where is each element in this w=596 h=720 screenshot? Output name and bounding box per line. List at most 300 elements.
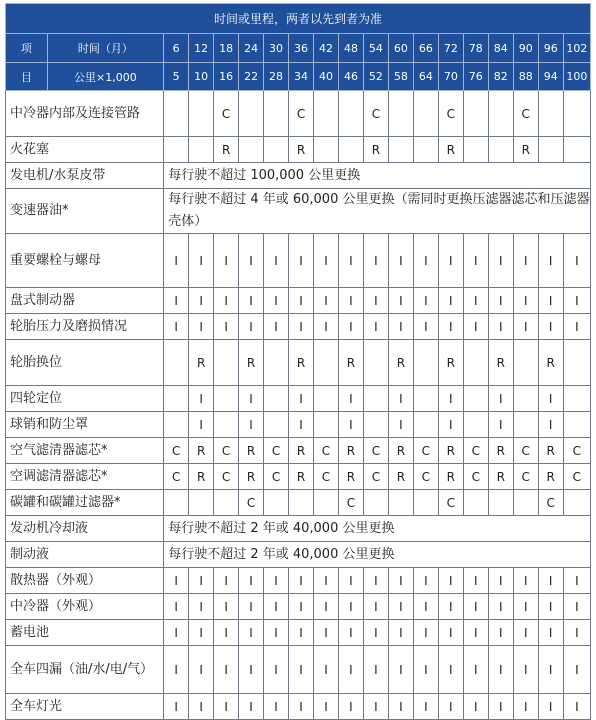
month-header: 48 bbox=[338, 34, 363, 63]
schedule-cell: R bbox=[513, 137, 538, 163]
schedule-cell: I bbox=[563, 288, 590, 314]
schedule-cell bbox=[314, 386, 339, 412]
schedule-cell: I bbox=[214, 568, 239, 594]
replacement-note: 每行驶不超过 4 年或 60,000 公里更换（需同时更换压滤器滤芯和压滤器壳体） bbox=[164, 189, 591, 234]
schedule-cell: I bbox=[438, 234, 463, 288]
schedule-cell: I bbox=[164, 594, 189, 620]
schedule-cell: I bbox=[314, 594, 339, 620]
item-name: 轮胎换位 bbox=[6, 340, 164, 386]
schedule-cell: C bbox=[463, 438, 488, 464]
mileage-header: 100 bbox=[563, 63, 590, 91]
schedule-cell: R bbox=[538, 340, 563, 386]
schedule-cell: C bbox=[264, 464, 289, 490]
schedule-cell bbox=[413, 412, 438, 438]
replacement-note: 每行驶不超过 2 年或 40,000 公里更换 bbox=[164, 516, 591, 542]
schedule-cell: I bbox=[388, 314, 413, 340]
schedule-cell: I bbox=[513, 694, 538, 720]
mileage-header: 70 bbox=[438, 63, 463, 91]
schedule-cell: I bbox=[338, 694, 363, 720]
schedule-cell bbox=[563, 137, 590, 163]
mileage-label: 公里×1,000 bbox=[47, 63, 164, 91]
schedule-cell: R bbox=[289, 137, 314, 163]
table-row bbox=[6, 490, 591, 516]
schedule-cell: R bbox=[338, 464, 363, 490]
month-header: 6 bbox=[164, 34, 189, 63]
item-name: 盘式制动器 bbox=[6, 288, 164, 314]
schedule-cell: I bbox=[538, 568, 563, 594]
month-header: 60 bbox=[388, 34, 413, 63]
item-name: 四轮定位 bbox=[6, 386, 164, 412]
replacement-note: 每行驶不超过 2 年或 40,000 公里更换 bbox=[164, 542, 591, 568]
schedule-cell bbox=[488, 137, 513, 163]
schedule-cell: I bbox=[538, 694, 563, 720]
schedule-cell: I bbox=[488, 568, 513, 594]
table-row bbox=[6, 386, 591, 412]
schedule-cell: R bbox=[289, 340, 314, 386]
schedule-cell: R bbox=[388, 464, 413, 490]
schedule-cell: I bbox=[488, 694, 513, 720]
item-header-top: 项 bbox=[6, 34, 48, 63]
schedule-cell bbox=[338, 137, 363, 163]
schedule-cell: R bbox=[239, 438, 264, 464]
schedule-cell: I bbox=[214, 594, 239, 620]
schedule-cell: I bbox=[164, 646, 189, 694]
schedule-cell: R bbox=[438, 137, 463, 163]
schedule-cell: I bbox=[563, 234, 590, 288]
schedule-cell: I bbox=[189, 568, 214, 594]
schedule-cell: C bbox=[164, 438, 189, 464]
schedule-cell: I bbox=[289, 314, 314, 340]
schedule-cell: I bbox=[438, 646, 463, 694]
schedule-cell: C bbox=[363, 91, 388, 137]
schedule-cell: I bbox=[264, 646, 289, 694]
schedule-cell bbox=[413, 91, 438, 137]
schedule-cell: I bbox=[314, 694, 339, 720]
schedule-cell: I bbox=[214, 288, 239, 314]
schedule-cell bbox=[289, 490, 314, 516]
schedule-cell: I bbox=[363, 314, 388, 340]
month-header: 12 bbox=[189, 34, 214, 63]
schedule-cell: I bbox=[388, 694, 413, 720]
schedule-cell: I bbox=[538, 594, 563, 620]
schedule-cell: C bbox=[413, 438, 438, 464]
schedule-cell bbox=[264, 340, 289, 386]
schedule-cell: R bbox=[388, 340, 413, 386]
schedule-cell: I bbox=[363, 594, 388, 620]
schedule-cell: I bbox=[388, 568, 413, 594]
schedule-cell: I bbox=[413, 234, 438, 288]
schedule-cell: I bbox=[513, 646, 538, 694]
month-header: 72 bbox=[438, 34, 463, 63]
schedule-cell: I bbox=[239, 568, 264, 594]
schedule-cell: C bbox=[563, 438, 590, 464]
schedule-cell: I bbox=[239, 234, 264, 288]
table-row bbox=[6, 137, 591, 163]
table-row bbox=[6, 234, 591, 288]
schedule-cell bbox=[189, 137, 214, 163]
schedule-cell: I bbox=[513, 594, 538, 620]
schedule-cell: R bbox=[438, 340, 463, 386]
schedule-cell: I bbox=[563, 594, 590, 620]
schedule-cell: I bbox=[363, 694, 388, 720]
schedule-cell: I bbox=[164, 620, 189, 646]
schedule-cell: I bbox=[538, 412, 563, 438]
schedule-cell: I bbox=[264, 568, 289, 594]
schedule-cell: I bbox=[314, 234, 339, 288]
schedule-cell: C bbox=[463, 464, 488, 490]
schedule-cell bbox=[164, 340, 189, 386]
table-row bbox=[6, 340, 591, 386]
table-row bbox=[6, 314, 591, 340]
schedule-cell: R bbox=[189, 464, 214, 490]
schedule-cell bbox=[164, 91, 189, 137]
schedule-cell bbox=[214, 490, 239, 516]
schedule-cell: I bbox=[513, 620, 538, 646]
item-name: 中冷器（外观） bbox=[6, 594, 164, 620]
schedule-cell: I bbox=[413, 568, 438, 594]
schedule-cell: C bbox=[239, 490, 264, 516]
schedule-cell: I bbox=[214, 314, 239, 340]
table-row bbox=[6, 646, 591, 694]
schedule-cell: I bbox=[189, 646, 214, 694]
mileage-header: 5 bbox=[164, 63, 189, 91]
schedule-cell: I bbox=[289, 620, 314, 646]
schedule-cell: C bbox=[563, 464, 590, 490]
schedule-cell: I bbox=[413, 646, 438, 694]
schedule-cell: I bbox=[314, 314, 339, 340]
schedule-cell: I bbox=[264, 288, 289, 314]
schedule-cell: R bbox=[363, 137, 388, 163]
schedule-cell: I bbox=[214, 234, 239, 288]
schedule-cell: I bbox=[413, 594, 438, 620]
schedule-cell: I bbox=[388, 234, 413, 288]
schedule-cell: I bbox=[239, 594, 264, 620]
schedule-cell: I bbox=[538, 288, 563, 314]
schedule-cell: C bbox=[363, 464, 388, 490]
schedule-cell: I bbox=[289, 594, 314, 620]
mileage-header: 22 bbox=[239, 63, 264, 91]
schedule-cell: I bbox=[413, 314, 438, 340]
schedule-cell bbox=[563, 340, 590, 386]
schedule-cell bbox=[239, 91, 264, 137]
schedule-cell: R bbox=[538, 464, 563, 490]
schedule-cell: I bbox=[289, 412, 314, 438]
schedule-cell: I bbox=[363, 568, 388, 594]
item-name: 全车四漏（油/水/电/气） bbox=[6, 646, 164, 694]
schedule-cell: I bbox=[239, 694, 264, 720]
schedule-cell bbox=[264, 137, 289, 163]
schedule-cell: C bbox=[164, 464, 189, 490]
schedule-cell: I bbox=[463, 646, 488, 694]
schedule-cell bbox=[463, 137, 488, 163]
mileage-header: 82 bbox=[488, 63, 513, 91]
month-header: 54 bbox=[363, 34, 388, 63]
schedule-cell bbox=[214, 340, 239, 386]
month-header: 78 bbox=[463, 34, 488, 63]
schedule-cell: I bbox=[388, 412, 413, 438]
schedule-cell: I bbox=[214, 620, 239, 646]
schedule-cell: I bbox=[264, 594, 289, 620]
schedule-cell: C bbox=[214, 438, 239, 464]
schedule-cell: R bbox=[189, 438, 214, 464]
schedule-cell: R bbox=[338, 438, 363, 464]
schedule-cell: I bbox=[488, 620, 513, 646]
schedule-cell: I bbox=[289, 288, 314, 314]
schedule-cell: R bbox=[388, 438, 413, 464]
schedule-cell bbox=[363, 340, 388, 386]
schedule-cell: I bbox=[314, 620, 339, 646]
schedule-cell: I bbox=[289, 694, 314, 720]
schedule-cell: I bbox=[438, 314, 463, 340]
schedule-cell: I bbox=[463, 314, 488, 340]
schedule-cell: I bbox=[463, 568, 488, 594]
schedule-cell bbox=[189, 490, 214, 516]
schedule-cell: I bbox=[363, 288, 388, 314]
schedule-cell: I bbox=[338, 314, 363, 340]
schedule-cell: R bbox=[488, 340, 513, 386]
schedule-cell: I bbox=[289, 386, 314, 412]
schedule-cell: I bbox=[413, 288, 438, 314]
schedule-cell: C bbox=[338, 490, 363, 516]
schedule-cell: I bbox=[264, 694, 289, 720]
schedule-cell: I bbox=[289, 234, 314, 288]
schedule-cell: I bbox=[189, 694, 214, 720]
schedule-cell bbox=[363, 490, 388, 516]
month-header: 18 bbox=[214, 34, 239, 63]
schedule-cell: C bbox=[314, 438, 339, 464]
schedule-cell bbox=[189, 91, 214, 137]
mileage-header: 34 bbox=[289, 63, 314, 91]
schedule-cell bbox=[513, 490, 538, 516]
schedule-cell: R bbox=[538, 438, 563, 464]
schedule-cell: C bbox=[538, 490, 563, 516]
item-name: 全车灯光 bbox=[6, 694, 164, 720]
schedule-cell: I bbox=[338, 412, 363, 438]
schedule-cell: C bbox=[214, 464, 239, 490]
schedule-cell: I bbox=[363, 620, 388, 646]
schedule-cell: I bbox=[388, 620, 413, 646]
schedule-cell: R bbox=[488, 464, 513, 490]
schedule-cell: I bbox=[563, 314, 590, 340]
schedule-cell: I bbox=[388, 646, 413, 694]
maintenance-schedule-table bbox=[5, 3, 591, 720]
schedule-cell: I bbox=[488, 288, 513, 314]
table-row bbox=[6, 594, 591, 620]
schedule-cell: I bbox=[563, 620, 590, 646]
schedule-cell: R bbox=[289, 464, 314, 490]
schedule-cell: I bbox=[388, 386, 413, 412]
month-header: 96 bbox=[538, 34, 563, 63]
table-title: 时间或里程，两者以先到者为准 bbox=[6, 4, 591, 34]
schedule-cell: I bbox=[314, 288, 339, 314]
schedule-cell: I bbox=[164, 568, 189, 594]
table-row bbox=[6, 620, 591, 646]
table-row bbox=[6, 189, 591, 234]
schedule-cell: I bbox=[239, 620, 264, 646]
mileage-header: 46 bbox=[338, 63, 363, 91]
schedule-cell bbox=[463, 412, 488, 438]
table-row bbox=[6, 91, 591, 137]
table-row bbox=[6, 542, 591, 568]
schedule-cell: I bbox=[513, 314, 538, 340]
schedule-cell bbox=[338, 91, 363, 137]
schedule-cell: I bbox=[463, 288, 488, 314]
schedule-cell: I bbox=[338, 646, 363, 694]
table-row bbox=[6, 438, 591, 464]
schedule-cell: I bbox=[363, 646, 388, 694]
item-name: 球销和防尘罩 bbox=[6, 412, 164, 438]
schedule-cell bbox=[563, 91, 590, 137]
schedule-cell: I bbox=[513, 568, 538, 594]
time-label: 时间（月） bbox=[47, 34, 164, 63]
schedule-cell: I bbox=[513, 288, 538, 314]
item-name: 空气滤清器滤芯* bbox=[6, 438, 164, 464]
schedule-cell: C bbox=[513, 438, 538, 464]
item-name: 碳罐和碳罐过滤器* bbox=[6, 490, 164, 516]
schedule-cell: I bbox=[563, 646, 590, 694]
schedule-cell bbox=[314, 91, 339, 137]
schedule-cell: I bbox=[438, 620, 463, 646]
schedule-cell bbox=[314, 490, 339, 516]
schedule-cell bbox=[314, 137, 339, 163]
schedule-cell: I bbox=[239, 646, 264, 694]
month-header: 90 bbox=[513, 34, 538, 63]
schedule-cell bbox=[388, 91, 413, 137]
month-header: 30 bbox=[264, 34, 289, 63]
schedule-cell: I bbox=[264, 620, 289, 646]
schedule-cell bbox=[264, 412, 289, 438]
table-row bbox=[6, 288, 591, 314]
schedule-cell bbox=[363, 412, 388, 438]
mileage-header: 52 bbox=[363, 63, 388, 91]
item-name: 重要螺栓与螺母 bbox=[6, 234, 164, 288]
item-name: 中冷器内部及连接管路 bbox=[6, 91, 164, 137]
schedule-cell: I bbox=[214, 646, 239, 694]
schedule-cell: R bbox=[488, 438, 513, 464]
schedule-cell bbox=[164, 386, 189, 412]
table-row bbox=[6, 412, 591, 438]
mileage-header: 40 bbox=[314, 63, 339, 91]
mileage-header: 58 bbox=[388, 63, 413, 91]
schedule-cell: C bbox=[513, 464, 538, 490]
schedule-cell: I bbox=[239, 412, 264, 438]
mileage-header: 76 bbox=[463, 63, 488, 91]
schedule-cell: I bbox=[314, 646, 339, 694]
schedule-cell bbox=[264, 490, 289, 516]
schedule-cell bbox=[264, 386, 289, 412]
schedule-cell: I bbox=[289, 568, 314, 594]
item-header-bottom: 目 bbox=[6, 63, 48, 91]
schedule-cell: I bbox=[438, 694, 463, 720]
schedule-cell: R bbox=[189, 340, 214, 386]
schedule-cell: I bbox=[214, 694, 239, 720]
schedule-cell: I bbox=[239, 386, 264, 412]
schedule-cell bbox=[463, 340, 488, 386]
month-header: 102 bbox=[563, 34, 590, 63]
table-row bbox=[6, 516, 591, 542]
schedule-cell: I bbox=[338, 386, 363, 412]
schedule-cell bbox=[413, 137, 438, 163]
schedule-cell: I bbox=[189, 288, 214, 314]
schedule-cell: I bbox=[538, 646, 563, 694]
schedule-cell: I bbox=[488, 594, 513, 620]
schedule-cell: I bbox=[488, 234, 513, 288]
schedule-cell: I bbox=[438, 568, 463, 594]
schedule-cell bbox=[164, 490, 189, 516]
schedule-cell: I bbox=[438, 594, 463, 620]
item-name: 制动液 bbox=[6, 542, 164, 568]
schedule-cell: R bbox=[239, 340, 264, 386]
schedule-cell bbox=[563, 386, 590, 412]
schedule-cell: I bbox=[413, 620, 438, 646]
month-header: 24 bbox=[239, 34, 264, 63]
month-header: 66 bbox=[413, 34, 438, 63]
schedule-cell: R bbox=[438, 464, 463, 490]
schedule-cell: I bbox=[338, 568, 363, 594]
schedule-cell: I bbox=[463, 234, 488, 288]
schedule-cell: I bbox=[189, 620, 214, 646]
schedule-cell bbox=[214, 386, 239, 412]
schedule-cell: I bbox=[189, 386, 214, 412]
schedule-cell bbox=[164, 412, 189, 438]
schedule-cell: I bbox=[488, 646, 513, 694]
schedule-cell: C bbox=[513, 91, 538, 137]
schedule-cell: I bbox=[438, 386, 463, 412]
replacement-note: 每行驶不超过 100,000 公里更换 bbox=[164, 163, 591, 189]
schedule-cell: I bbox=[338, 594, 363, 620]
month-header: 84 bbox=[488, 34, 513, 63]
schedule-cell: I bbox=[189, 594, 214, 620]
month-header: 36 bbox=[289, 34, 314, 63]
schedule-cell bbox=[563, 490, 590, 516]
schedule-cell: I bbox=[264, 234, 289, 288]
schedule-cell bbox=[413, 386, 438, 412]
schedule-cell bbox=[413, 490, 438, 516]
schedule-cell: R bbox=[438, 438, 463, 464]
schedule-cell bbox=[488, 490, 513, 516]
schedule-cell: I bbox=[538, 234, 563, 288]
schedule-cell bbox=[314, 412, 339, 438]
schedule-cell: C bbox=[289, 91, 314, 137]
schedule-cell bbox=[314, 340, 339, 386]
item-name: 发动机冷却液 bbox=[6, 516, 164, 542]
schedule-cell bbox=[463, 91, 488, 137]
schedule-cell bbox=[488, 91, 513, 137]
schedule-cell: I bbox=[388, 594, 413, 620]
schedule-cell: I bbox=[189, 314, 214, 340]
schedule-cell: I bbox=[538, 386, 563, 412]
schedule-cell: I bbox=[338, 288, 363, 314]
schedule-cell: I bbox=[338, 234, 363, 288]
schedule-cell: R bbox=[239, 464, 264, 490]
mileage-header: 64 bbox=[413, 63, 438, 91]
schedule-cell: I bbox=[513, 234, 538, 288]
table-row bbox=[6, 464, 591, 490]
item-name: 轮胎压力及磨损情况 bbox=[6, 314, 164, 340]
schedule-cell: I bbox=[164, 234, 189, 288]
schedule-cell bbox=[214, 412, 239, 438]
schedule-cell: I bbox=[388, 288, 413, 314]
schedule-cell: I bbox=[239, 314, 264, 340]
schedule-cell: C bbox=[438, 91, 463, 137]
mileage-header: 10 bbox=[189, 63, 214, 91]
item-name: 发电机/水泵皮带 bbox=[6, 163, 164, 189]
schedule-cell: I bbox=[463, 620, 488, 646]
mileage-header: 16 bbox=[214, 63, 239, 91]
schedule-cell: I bbox=[488, 314, 513, 340]
schedule-cell: I bbox=[189, 412, 214, 438]
schedule-cell: C bbox=[363, 438, 388, 464]
